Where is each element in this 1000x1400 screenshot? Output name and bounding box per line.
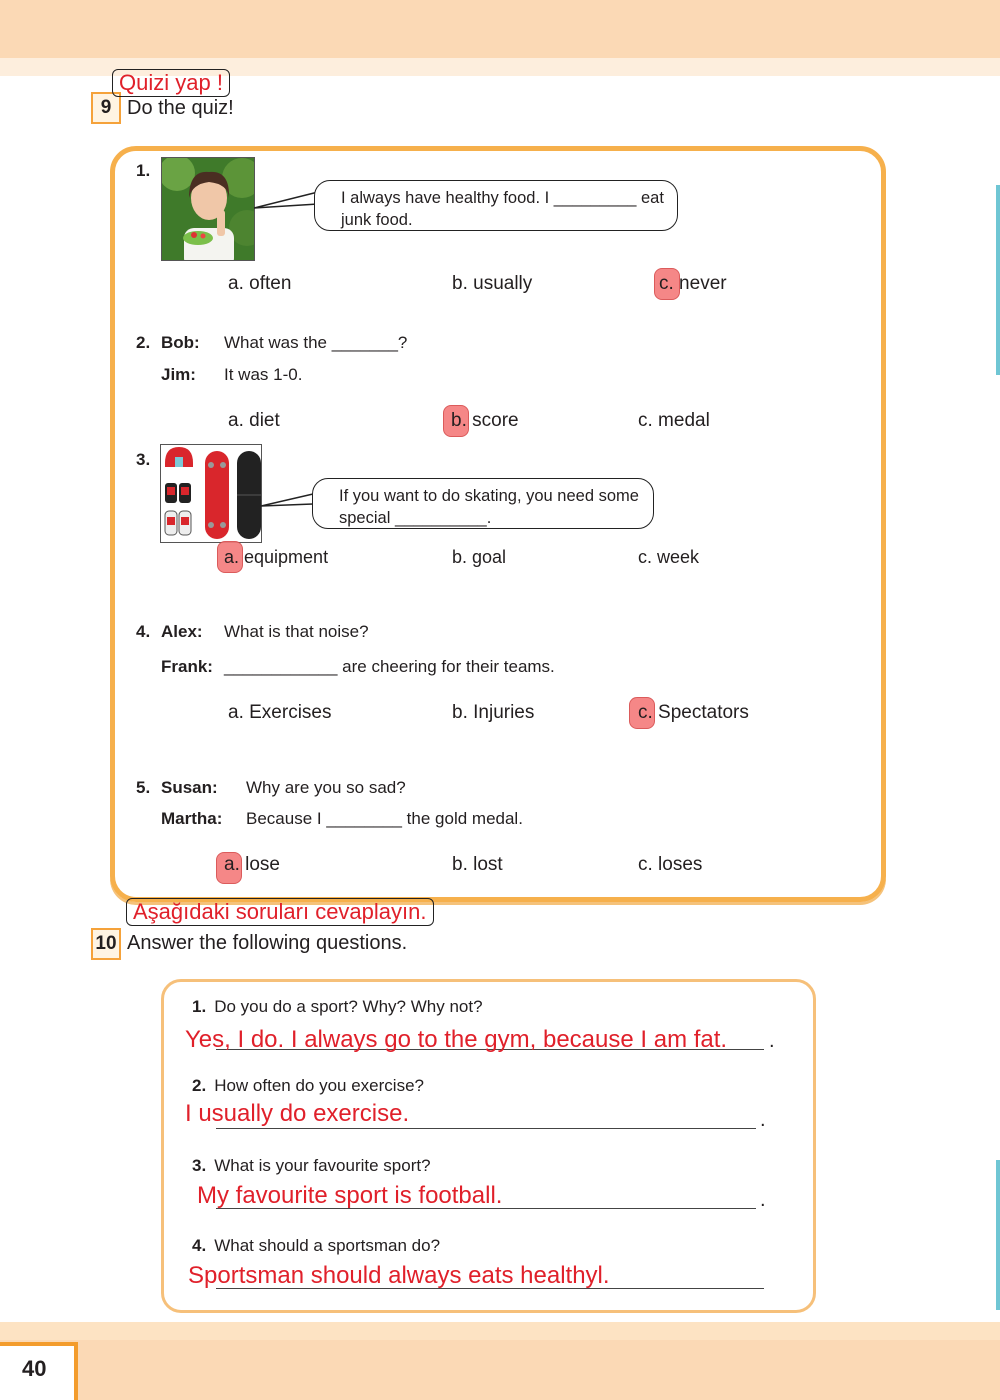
top-header-band (0, 0, 1000, 58)
q3-option-c[interactable]: c. week (638, 547, 700, 567)
exercise-10-handwritten-note: Aşağıdaki soruları cevaplayın. (126, 898, 434, 926)
bubble-3-tail (261, 490, 317, 512)
handwritten-answer-3[interactable]: My favourite sport is football. (197, 1182, 503, 1209)
handwritten-answer-2[interactable]: I usually do exercise. (185, 1100, 410, 1127)
q2-line-bob: What was the _______? (224, 333, 408, 352)
q5-option-b[interactable]: b. lost (452, 854, 503, 875)
answer-question-4: 4. What should a sportsman do? (192, 1236, 441, 1255)
side-tab-marker (996, 185, 1000, 375)
q5-line-martha: Because I ________ the gold medal. (246, 809, 523, 828)
exercise-9-number: 9 (91, 92, 121, 124)
bottom-footer-band-dark (0, 1340, 1000, 1400)
question-5-number: 5. (136, 778, 151, 797)
q2-option-c[interactable]: c. medal (638, 410, 710, 431)
q4-speaker-frank: Frank: (161, 657, 213, 676)
question-3-number: 3. (136, 450, 151, 469)
girl-eating-salad-photo (161, 157, 255, 261)
answer-line-1-period: . (769, 1030, 775, 1052)
q2-option-a[interactable]: a. diet (228, 410, 280, 431)
answer-line-3-period: . (760, 1189, 766, 1211)
q4-option-a[interactable]: a. Exercises (228, 702, 332, 723)
answer-question-3: 3. What is your favourite sport? (192, 1156, 431, 1175)
q5-line-susan: Why are you so sad? (246, 778, 406, 797)
q4-option-c[interactable]: c. Spectators (638, 702, 749, 723)
q2-line-jim: It was 1-0. (224, 365, 303, 384)
q5-option-c[interactable]: c. loses (638, 854, 703, 875)
answer-line-2 (216, 1128, 756, 1129)
exercise-10-title: Answer the following questions. (127, 932, 408, 954)
q5-speaker-susan: Susan: (161, 778, 218, 797)
speech-bubble-1: I always have healthy food. I _________ eat junk food. (314, 180, 678, 231)
handwritten-answer-1[interactable]: Yes, I do. I always go to the gym, because I am fat. (185, 1026, 728, 1053)
exercise-10-number: 10 (91, 928, 121, 960)
side-tab-marker-lower (996, 1160, 1000, 1310)
speech-bubble-3: If you want to do skating, you need some special __________. (312, 478, 654, 529)
exercise-9-handwritten-note: Quizi yap ! (112, 69, 230, 97)
q4-speaker-alex: Alex: (161, 622, 203, 641)
q2-option-b[interactable]: b. score (451, 410, 519, 431)
q1-option-a[interactable]: a. often (228, 273, 292, 294)
skateboard-equipment-image (160, 444, 262, 543)
q1-option-c[interactable]: c. never (659, 273, 727, 294)
answer-line-2-period: . (760, 1109, 766, 1131)
question-1-number: 1. (136, 161, 151, 180)
exercise-9-title: Do the quiz! (127, 97, 234, 119)
answer-question-1: 1. Do you do a sport? Why? Why not? (192, 997, 483, 1016)
q4-line-alex: What is that noise? (224, 622, 369, 641)
question-2-number: 2. (136, 333, 151, 352)
q5-option-a[interactable]: a. lose (224, 854, 280, 875)
page-number: 40 (22, 1356, 47, 1381)
q2-speaker-bob: Bob: (161, 333, 200, 352)
q2-speaker-jim: Jim: (161, 365, 196, 384)
q1-option-b[interactable]: b. usually (452, 273, 533, 294)
q5-speaker-martha: Martha: (161, 809, 223, 828)
q3-option-b[interactable]: b. goal (452, 547, 507, 567)
answer-question-2: 2. How often do you exercise? (192, 1076, 424, 1095)
q3-option-a[interactable]: a. equipment (224, 547, 329, 567)
question-4-number: 4. (136, 622, 151, 641)
q4-line-frank: ____________ are cheering for their teams. (224, 657, 555, 676)
q4-option-b[interactable]: b. Injuries (452, 702, 535, 723)
handwritten-answer-4[interactable]: Sportsman should always eats healthyl. (188, 1262, 610, 1289)
